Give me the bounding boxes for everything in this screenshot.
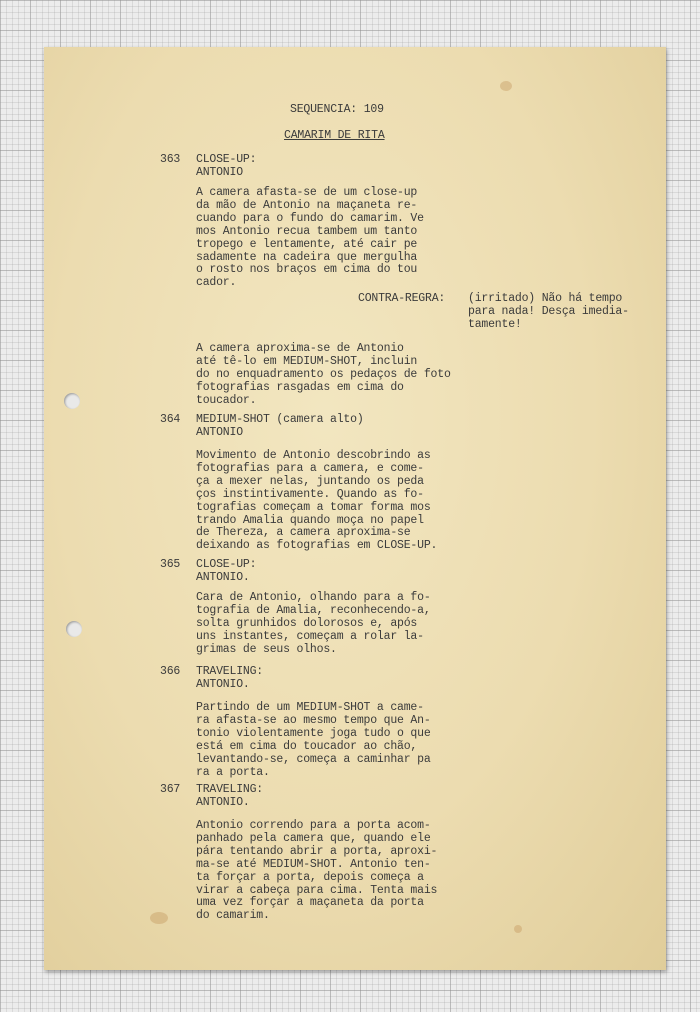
shot-header: MEDIUM-SHOT (camera alto) ANTONIO [196, 413, 364, 439]
shot-number: 364 [160, 413, 181, 426]
shot-number: 365 [160, 558, 181, 571]
punch-hole-top [64, 393, 80, 409]
punch-hole-bottom [66, 621, 82, 637]
shot-description: A camera aproxima-se de Antonio até tê-lo em MEDIUM-SHOT, incluin do no enquadramento os pedaços de foto fotografias rasgadas em cima do toucador. [196, 342, 451, 407]
stain [150, 912, 168, 924]
shot-description: Cara de Antonio, olhando para a fo- tografia de Amalia, reconhecendo-a, solta grunhidos dolorosos e, após uns instantes, começam a rolar la- grimas de seus olhos. [196, 591, 431, 656]
scene-title: CAMARIM DE RITA [284, 129, 385, 142]
dialogue-speaker: CONTRA-REGRA: [358, 292, 446, 305]
shot-number: 363 [160, 153, 181, 166]
shot-number: 366 [160, 665, 181, 678]
shot-description: A camera afasta-se de um close-up da mão de Antonio na maçaneta re- cuando para o fundo do camarim. Ve mos Antonio recua tambem um tanto tropego e lentamente, até cair pe sadamente na cadeira que mergulha o rosto nos braços em cima do tou cador. [196, 186, 424, 290]
stain [514, 925, 522, 933]
shot-header: CLOSE-UP: ANTONIO [196, 153, 257, 179]
sequence-label: SEQUENCIA: 109 [290, 103, 384, 116]
shot-description: Movimento de Antonio descobrindo as fotografias para a camera, e come- ça a mexer nelas, juntando os peda ços instintivamente. Quando as fo- tografias começam a tomar forma mos trando Amalia quando moça no papel de Thereza, a camera aproxima-se deixando as fotografias em CLOSE-UP. [196, 449, 438, 553]
shot-header: TRAVELING: ANTONIO. [196, 783, 264, 809]
shot-header: CLOSE-UP: ANTONIO. [196, 558, 257, 584]
shot-description: Antonio correndo para a porta acom- panhado pela camera que, quando ele pára tentando abrir a porta, aproxi- ma-se até MEDIUM-SHOT. Antonio ten- ta forçar a porta, depois começa a virar a cabeça para cima. Tenta mais uma vez forçar a maçaneta da porta do camarim. [196, 819, 438, 923]
shot-number: 367 [160, 783, 181, 796]
stain [500, 81, 512, 91]
typewritten-page [44, 47, 666, 970]
dialogue-text: (irritado) Não há tempo para nada! Desça imedia- tamente! [468, 292, 629, 331]
shot-header: TRAVELING: ANTONIO. [196, 665, 264, 691]
shot-description: Partindo de um MEDIUM-SHOT a came- ra afasta-se ao mesmo tempo que An- tonio violentamente joga tudo o que está em cima do toucador ao chão, levantando-se, começa a caminhar pa ra a porta. [196, 701, 431, 779]
